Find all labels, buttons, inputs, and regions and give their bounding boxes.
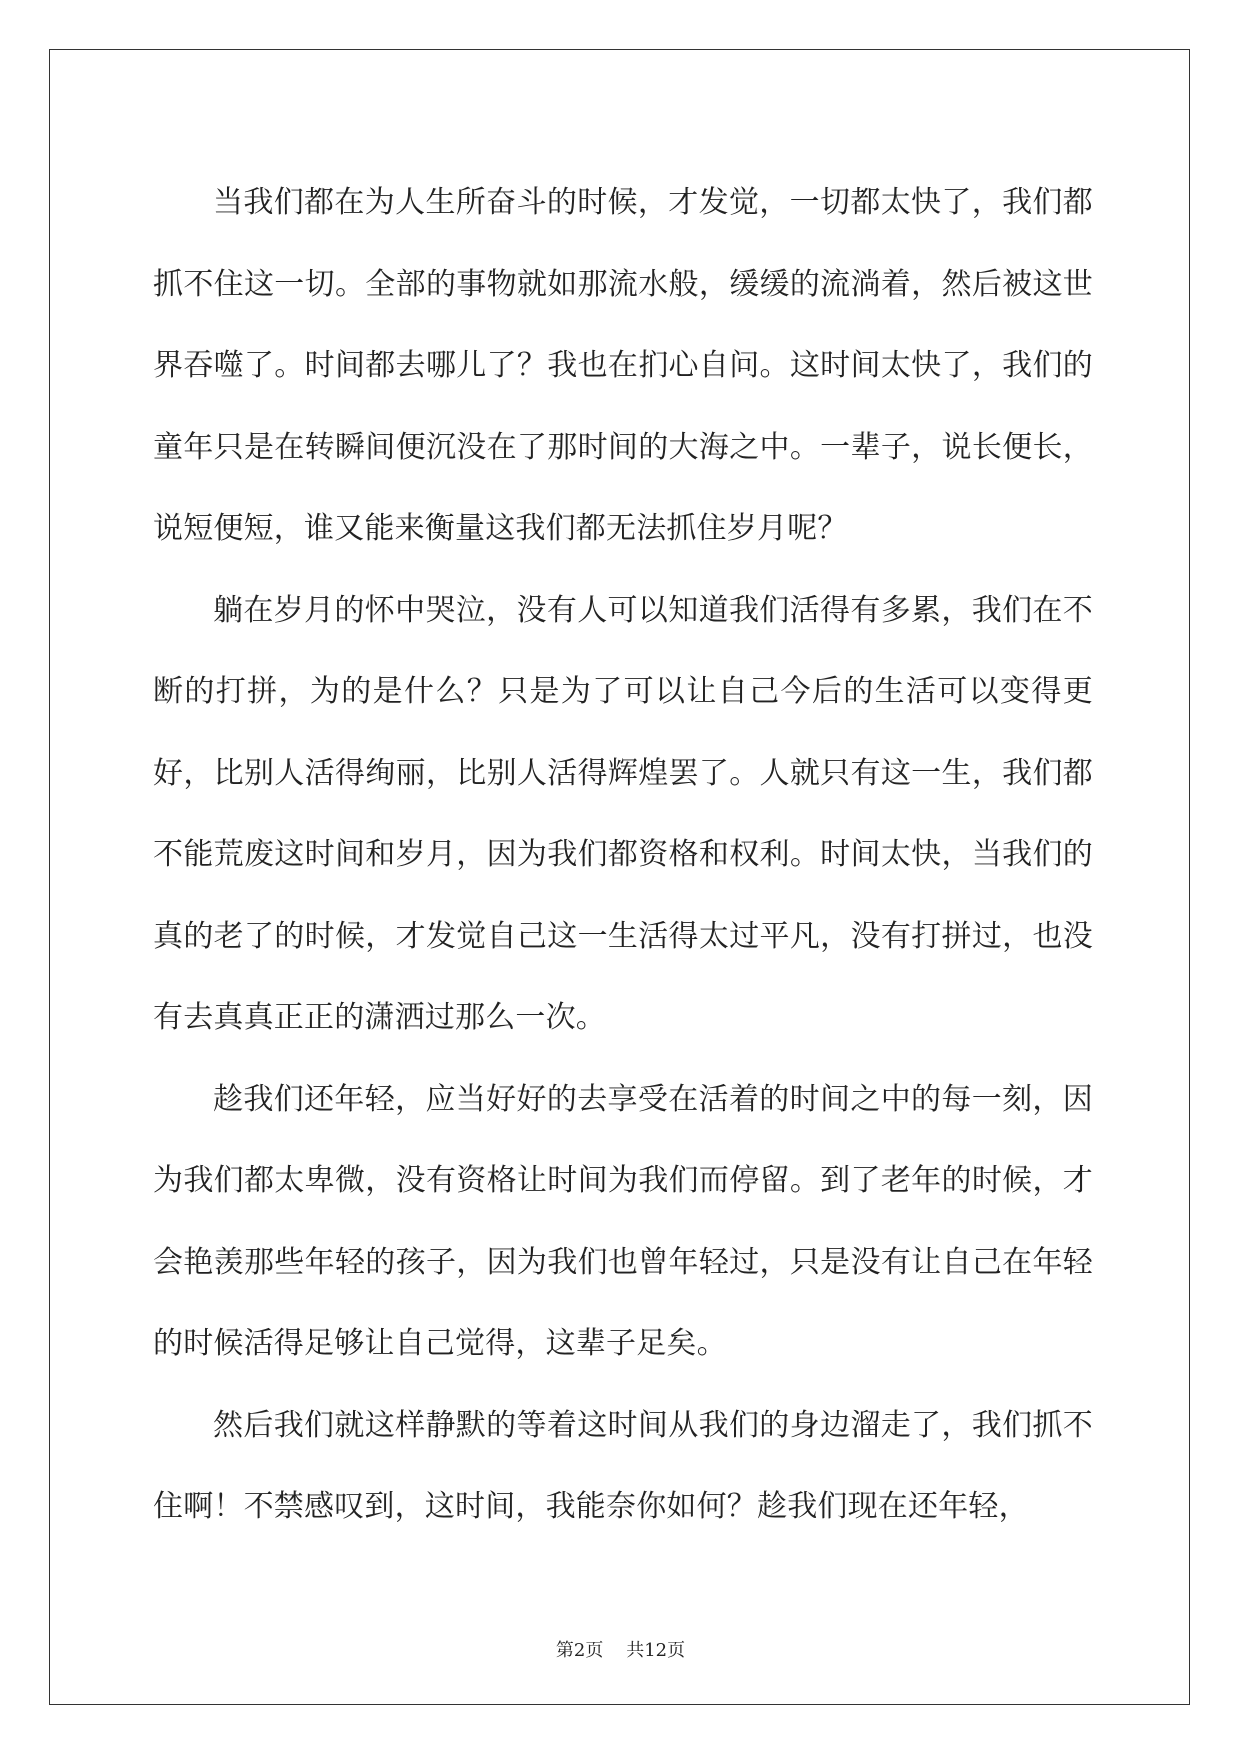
- paragraph-2: 躺在岁月的怀中哭泣，没有人可以知道我们活得有多累，我们在不断的打拼，为的是什么？只是为了可以让自己今后的生活可以变得更好，比别人活得绚丽，比别人活得辉煌罢了。人就只有这一生，我们都不能荒废这时间和岁月，因为我们都资格和权利。时间太快，当我们的真的老了的时候，才发觉自己这一生活得太过平凡，没有打拼过，也没有去真真正正的潇洒过那么一次。: [153, 592, 1093, 1035]
- page-number: 第2页: [555, 1640, 604, 1661]
- paragraph-3: 趁我们还年轻，应当好好的去享受在活着的时间之中的每一刻，因为我们都太卑微，没有资格让时间为我们而停留。到了老年的时候，才会艳羡那些年轻的孩子，因为我们也曾年轻过，只是没有让自己在年轻的时候活得足够让自己觉得，这辈子足矣。: [153, 1081, 1093, 1361]
- paragraph-4: 然后我们就这样静默的等着这时间从我们的身边溜走了，我们抓不住啊！不禁感叹到，这时间，我能奈你如何？趁我们现在还年轻，: [153, 1407, 1093, 1524]
- paragraph-1: 当我们都在为人生所奋斗的时候，才发觉，一切都太快了，我们都抓不住这一切。全部的事物就如那流水般，缓缓的流淌着，然后被这世界吞噬了。时间都去哪儿了？我也在扪心自问。这时间太快了，我们的童年只是在转瞬间便沉没在了那时间的大海之中。一辈子，说长便长，说短便短，谁又能来衡量这我们都无法抓住岁月呢？: [153, 185, 1093, 546]
- document-body: [153, 162, 1093, 1548]
- page-footer: [0, 1636, 1241, 1662]
- page-total: 共12页: [626, 1640, 686, 1661]
